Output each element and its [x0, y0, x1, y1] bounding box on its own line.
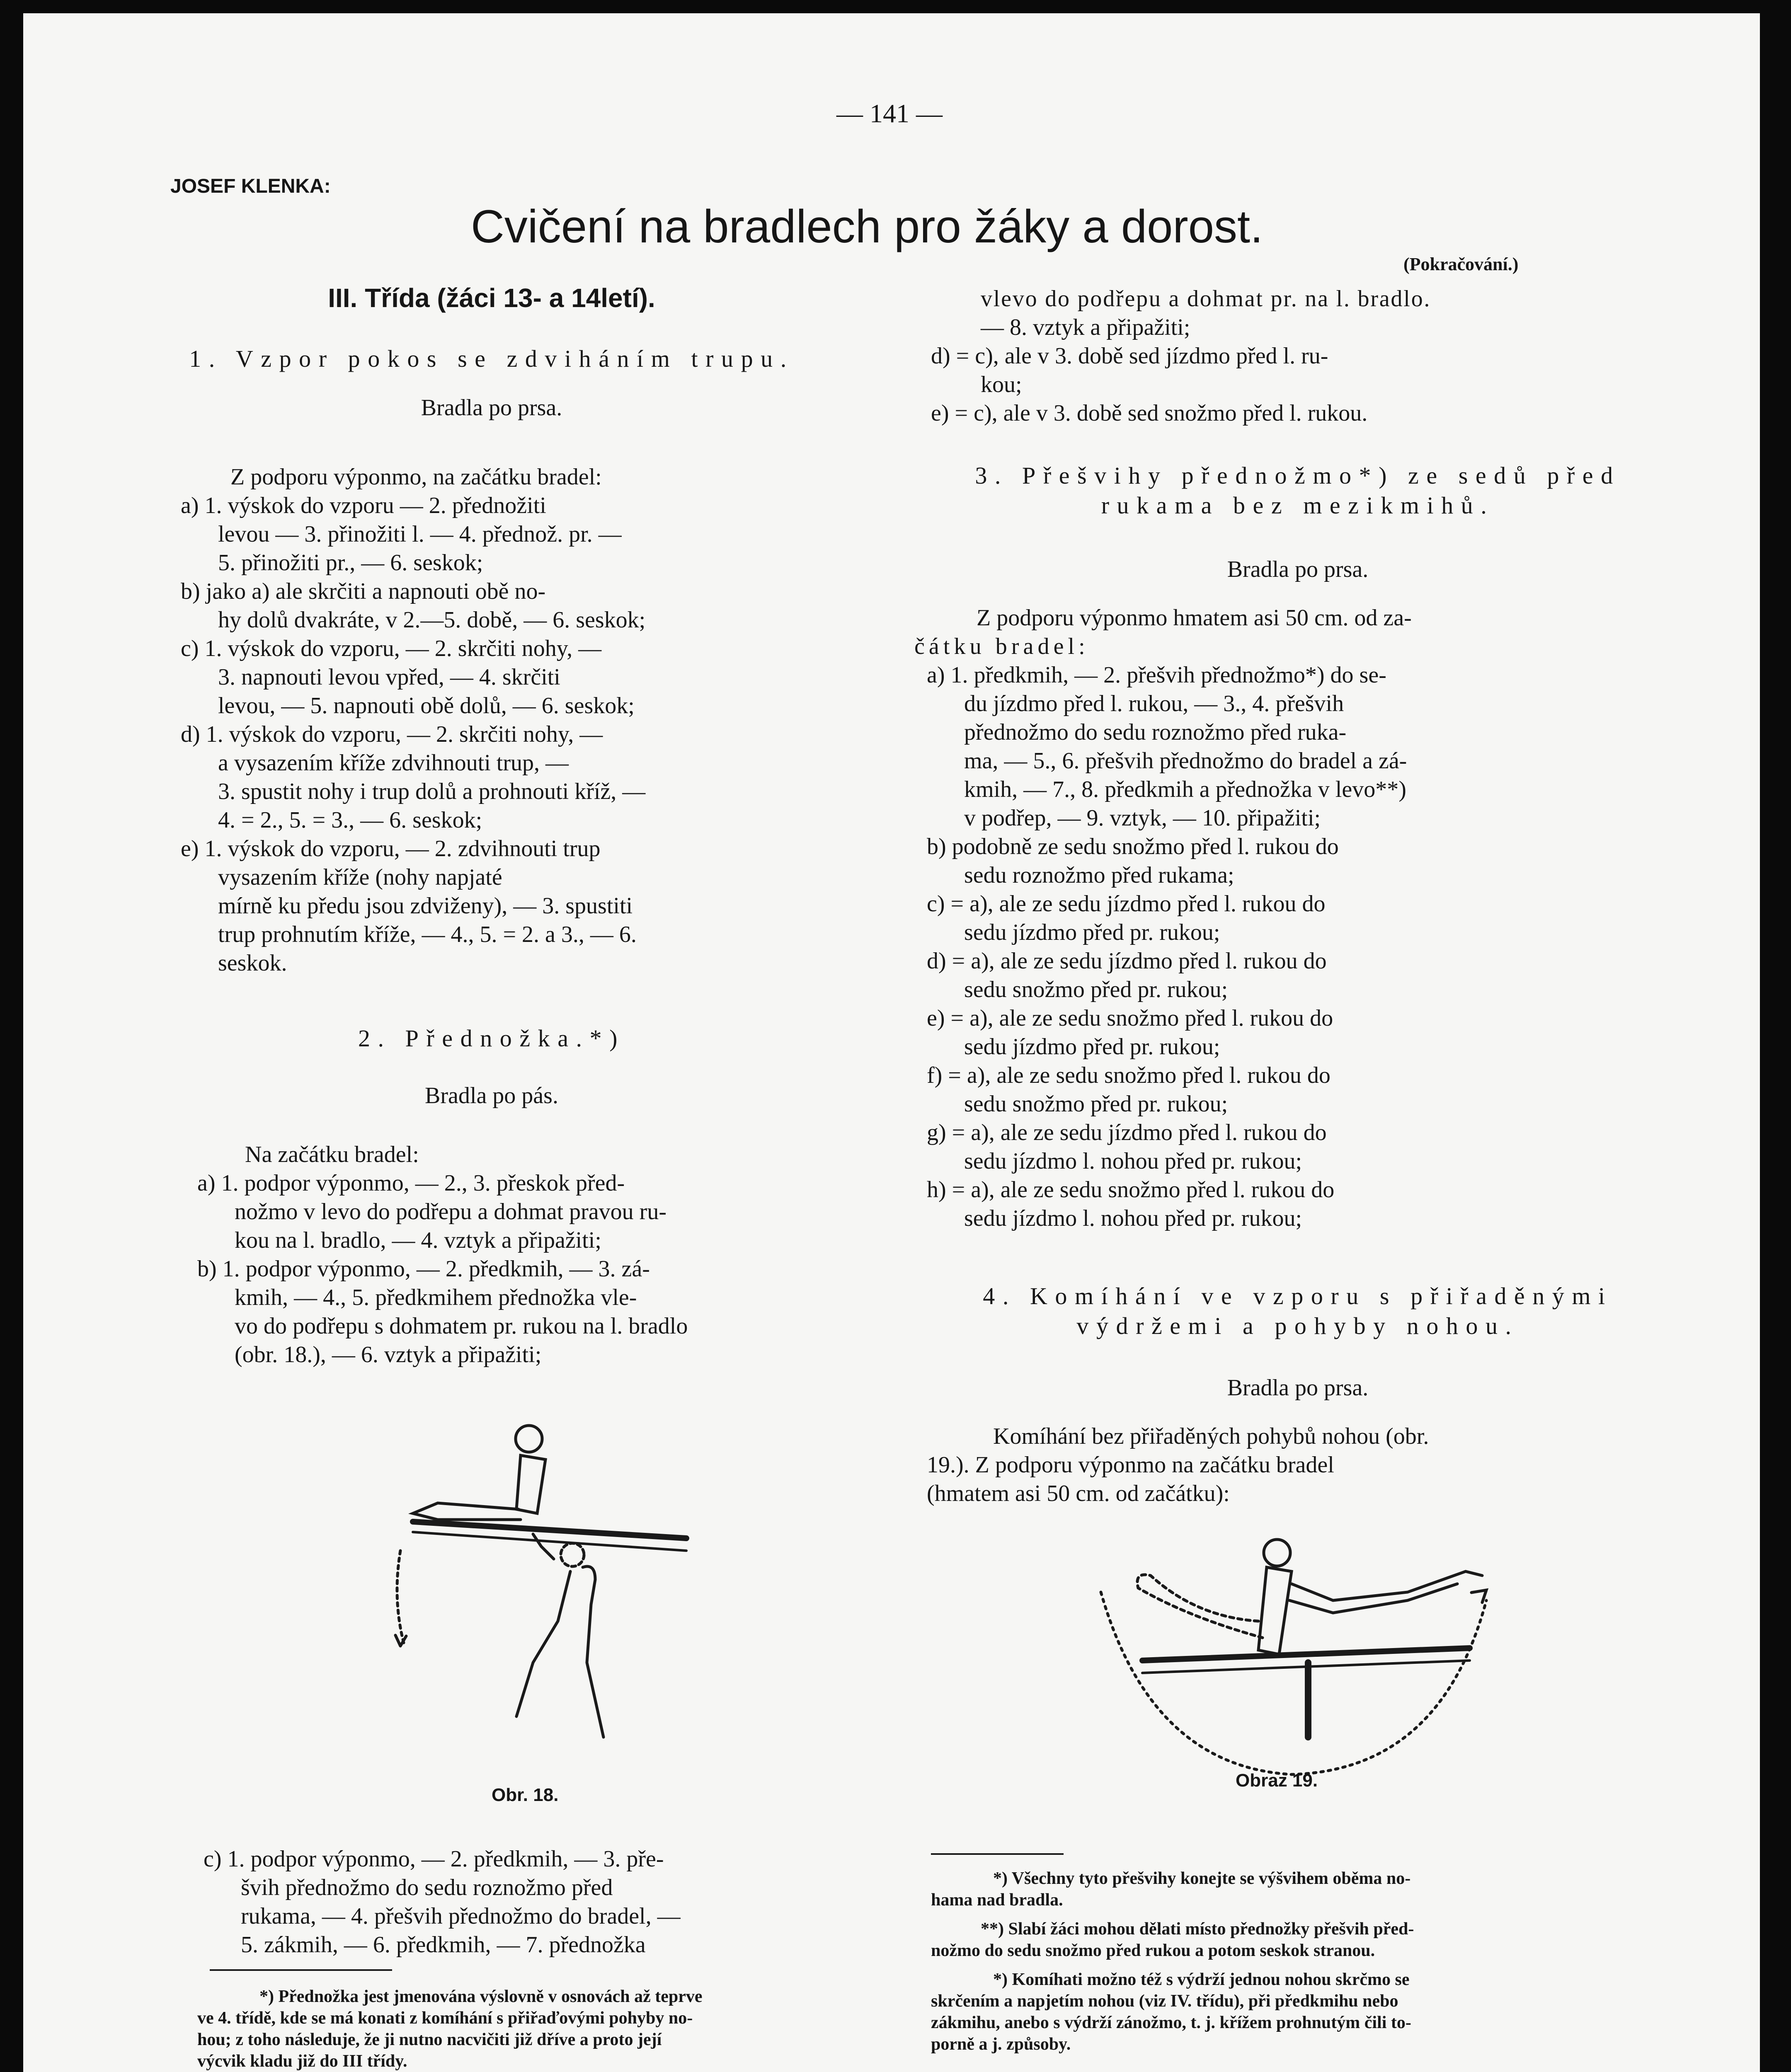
- heading-line: 4. Komíhání ve vzporu s přiřaděnými: [983, 1283, 1613, 1310]
- footnote-line: *) Komíhati možno též s výdrží jednou nohou skrčmo se: [993, 1970, 1410, 1989]
- text-line: kmih, — 7., 8. předkmih a přednožka v levo**): [964, 777, 1406, 802]
- text-line: Komíhání bez přiřaděných pohybů nohou (obr.: [993, 1423, 1429, 1449]
- text-line: 19.). Z podporu výponmo na začátku bradel: [927, 1452, 1334, 1478]
- text-line: d) = c), ale v 3. době sed jízdmo před l. ru-: [931, 343, 1328, 369]
- text-line: 4. = 2., 5. = 3., — 6. seskok;: [218, 807, 482, 833]
- journal-page: [23, 13, 1760, 2072]
- footnote-line: ve 4. třídě, kde se má konati z komíhání s přiřaďovými pohyby no-: [197, 2009, 693, 2028]
- left-footnote: [197, 1986, 927, 2072]
- text-line: ma, — 5., 6. přešvih přednožmo do bradel a zá-: [964, 748, 1407, 774]
- exercise-1-subheading: Bradla po prsa.: [421, 395, 562, 421]
- text-line: čátku bradel:: [914, 634, 1089, 659]
- text-line: 3. spustit nohy i trup dolů a prohnouti kříž, —: [218, 779, 646, 804]
- text-line: e) = a), ale ze sedu snožmo před l. rukou do: [927, 1005, 1333, 1031]
- text-line: levou — 3. přinožiti l. — 4. přednož. pr. —: [218, 521, 622, 547]
- footnote-rule: [931, 1853, 1064, 1855]
- figure-18-illustration: [388, 1414, 720, 1779]
- exercise-4-text: [927, 1422, 1681, 1508]
- text-line: švih přednožmo do sedu roznožmo před: [241, 1875, 613, 1900]
- text-line: sedu snožmo před pr. rukou;: [964, 1091, 1228, 1117]
- text-line: sedu jízdmo l. nohou před pr. rukou;: [964, 1205, 1302, 1231]
- footnote-line: nožmo do sedu snožmo před rukou a potom seskok stranou.: [931, 1941, 1375, 1960]
- right-footnotes: [931, 1868, 1677, 2055]
- page-number: — 141 —: [836, 99, 943, 128]
- text-line: sedu jízdmo l. nohou před pr. rukou;: [964, 1148, 1302, 1174]
- text-line: přednožmo do sedu roznožmo před ruka-: [964, 719, 1347, 745]
- exercise-4-subheading: Bradla po prsa.: [1227, 1375, 1369, 1401]
- figure-19-caption: Obraz 19.: [1236, 1770, 1318, 1791]
- text-line: sedu snožmo před pr. rukou;: [964, 977, 1228, 1002]
- text-line: rukama, — 4. přešvih přednožmo do bradel, —: [241, 1903, 681, 1929]
- exercise-2-text: [197, 1140, 927, 1369]
- text-line: 5. zákmih, — 6. předkmih, — 7. přednožka: [241, 1932, 646, 1958]
- exercise-3-subheading: Bradla po prsa.: [1227, 557, 1369, 582]
- figure-19-illustration: [1084, 1513, 1520, 1783]
- text-line: a) 1. výskok do vzporu — 2. přednožiti: [181, 493, 546, 518]
- heading-line: rukama bez mezikmihů.: [1101, 492, 1495, 519]
- text-line: (obr. 18.), — 6. vztyk a připažiti;: [235, 1342, 542, 1368]
- text-line: levou, — 5. napnouti obě dolů, — 6. seskok;: [218, 693, 635, 719]
- exercise-4-heading: [914, 1281, 1681, 1341]
- text-line: a) 1. podpor výponmo, — 2., 3. přeskok před-: [197, 1170, 625, 1196]
- text-line: 3. napnouti levou vpřed, — 4. skrčiti: [218, 664, 560, 690]
- text-line: c) 1. podpor výponmo, — 2. předkmih, — 3. pře-: [204, 1846, 664, 1872]
- text-line: kou;: [981, 372, 1022, 397]
- text-line: a) 1. předkmih, — 2. přešvih přednožmo*) do se-: [927, 662, 1386, 688]
- text-line: vo do podřepu s dohmatem pr. rukou na l. bradlo: [235, 1313, 688, 1339]
- text-line: kmih, — 4., 5. předkmihem přednožka vle-: [235, 1285, 637, 1310]
- figure-18-caption: Obr. 18.: [492, 1785, 559, 1805]
- text-line: seskok.: [218, 950, 287, 976]
- footnote-line: zákmihu, anebo s výdrží zánožmo, t. j. křížem prohnutým čili to-: [931, 2013, 1411, 2032]
- text-line: a vysazením kříže zdvihnouti trup, —: [218, 750, 569, 776]
- text-line: — 8. vztyk a připažiti;: [981, 315, 1190, 340]
- text-line: v podřep, — 9. vztyk, — 10. připažiti;: [964, 805, 1321, 831]
- text-line: mírně ku předu jsou zdviženy), — 3. spustiti: [218, 893, 633, 919]
- footnote-line: *) Všechny tyto přešvihy konejte se výšvihem oběma no-: [993, 1869, 1411, 1888]
- text-line: du jízdmo před l. rukou, — 3., 4. přešvih: [964, 691, 1344, 716]
- text-line: d) 1. výskok do vzporu, — 2. skrčiti nohy, —: [181, 721, 603, 747]
- footnote-line: výcvik kladu již do III třídy.: [197, 2052, 407, 2071]
- author-name: JOSEF KLENKA:: [170, 175, 331, 197]
- footnote-line: skrčením a napjetím nohou (viz IV. třídu), při předkmihu nebo: [931, 1992, 1398, 2011]
- text-line: vysazením kříže (nohy napjaté: [218, 864, 502, 890]
- text-line: c) 1. výskok do vzporu, — 2. skrčiti nohy, —: [181, 636, 602, 661]
- article-title: Cvičení na bradlech pro žáky a dorost.: [471, 201, 1263, 252]
- text-line: nožmo v levo do podřepu a dohmat pravou ru-: [235, 1199, 666, 1225]
- text-line: trup prohnutím kříže, — 4., 5. = 2. a 3., — 6.: [218, 922, 637, 947]
- text-line: e) 1. výskok do vzporu, — 2. zdvihnouti trup: [181, 836, 601, 862]
- class-heading: III. Třída (žáci 13- a 14letí).: [328, 283, 655, 313]
- text-line: 5. přinožiti pr., — 6. seskok;: [218, 550, 483, 576]
- text-line: d) = a), ale ze sedu jízdmo před l. rukou do: [927, 948, 1327, 974]
- text-line: h) = a), ale ze sedu snožmo před l. rukou do: [927, 1177, 1335, 1203]
- exercise-2c-text: [204, 1845, 933, 1959]
- text-line: Z podporu výponmo hmatem asi 50 cm. od za-: [977, 605, 1412, 631]
- exercise-2-subheading: Bradla po pás.: [425, 1083, 558, 1109]
- text-line: b) 1. podpor výponmo, — 2. předkmih, — 3. zá-: [197, 1256, 650, 1282]
- exercise-3-heading: [914, 461, 1681, 520]
- heading-line: 3. Přešvihy přednožmo*) ze sedů před: [975, 462, 1621, 489]
- text-line: b) podobně ze sedu snožmo před l. rukou do: [927, 834, 1339, 859]
- text-line: sedu jízdmo před pr. rukou;: [964, 920, 1220, 945]
- exercise-3-text: [914, 604, 1681, 1233]
- footnote-rule: [210, 1969, 392, 1971]
- text-line: Na začátku bradel:: [245, 1142, 419, 1167]
- exercise-1-text: [181, 463, 923, 978]
- continued-note: (Pokračování.): [1403, 254, 1519, 274]
- text-line: g) = a), ale ze sedu jízdmo před l. rukou do: [927, 1120, 1327, 1145]
- footnote-line: hama nad bradla.: [931, 1890, 1063, 1910]
- heading-line: výdržemi a pohyby nohou.: [1076, 1312, 1519, 1339]
- text-line: (hmatem asi 50 cm. od začátku):: [927, 1481, 1230, 1506]
- text-line: hy dolů dvakráte, v 2.—5. době, — 6. seskok;: [218, 607, 646, 633]
- exercise-2-heading: 2. Přednožka.*): [358, 1025, 625, 1052]
- text-line: sedu roznožmo před rukama;: [964, 862, 1234, 888]
- footnote-line: *) Přednožka jest jmenována výslovně v osnovách až teprve: [259, 1987, 703, 2006]
- footnote-line: hou; z toho následuje, že ji nutno nacvičiti již dříve a proto její: [197, 2030, 662, 2049]
- text-line: sedu jízdmo před pr. rukou;: [964, 1034, 1220, 1060]
- footnote-line: porně a j. způsoby.: [931, 2035, 1071, 2054]
- text-line: f) = a), ale ze sedu snožmo před l. rukou do: [927, 1063, 1331, 1088]
- text-line: b) jako a) ale skrčiti a napnouti obě no-: [181, 579, 546, 604]
- text-line: kou na l. bradlo, — 4. vztyk a připažiti;: [235, 1227, 601, 1253]
- text-line: vlevo do podřepu a dohmat pr. na l. bradlo.: [981, 286, 1431, 312]
- exercise-1-heading: 1. Vzpor pokos se zdviháním trupu.: [189, 345, 794, 372]
- text-line: e) = c), ale v 3. době sed snožmo před l. rukou.: [931, 400, 1368, 426]
- text-line: c) = a), ale ze sedu jízdmo před l. rukou do: [927, 891, 1326, 917]
- continued-text: [931, 285, 1677, 428]
- footnote-line: **) Slabí žáci mohou dělati místo přednožky přešvih před-: [981, 1920, 1414, 1939]
- text-line: Z podporu výponmo, na začátku bradel:: [230, 464, 602, 490]
